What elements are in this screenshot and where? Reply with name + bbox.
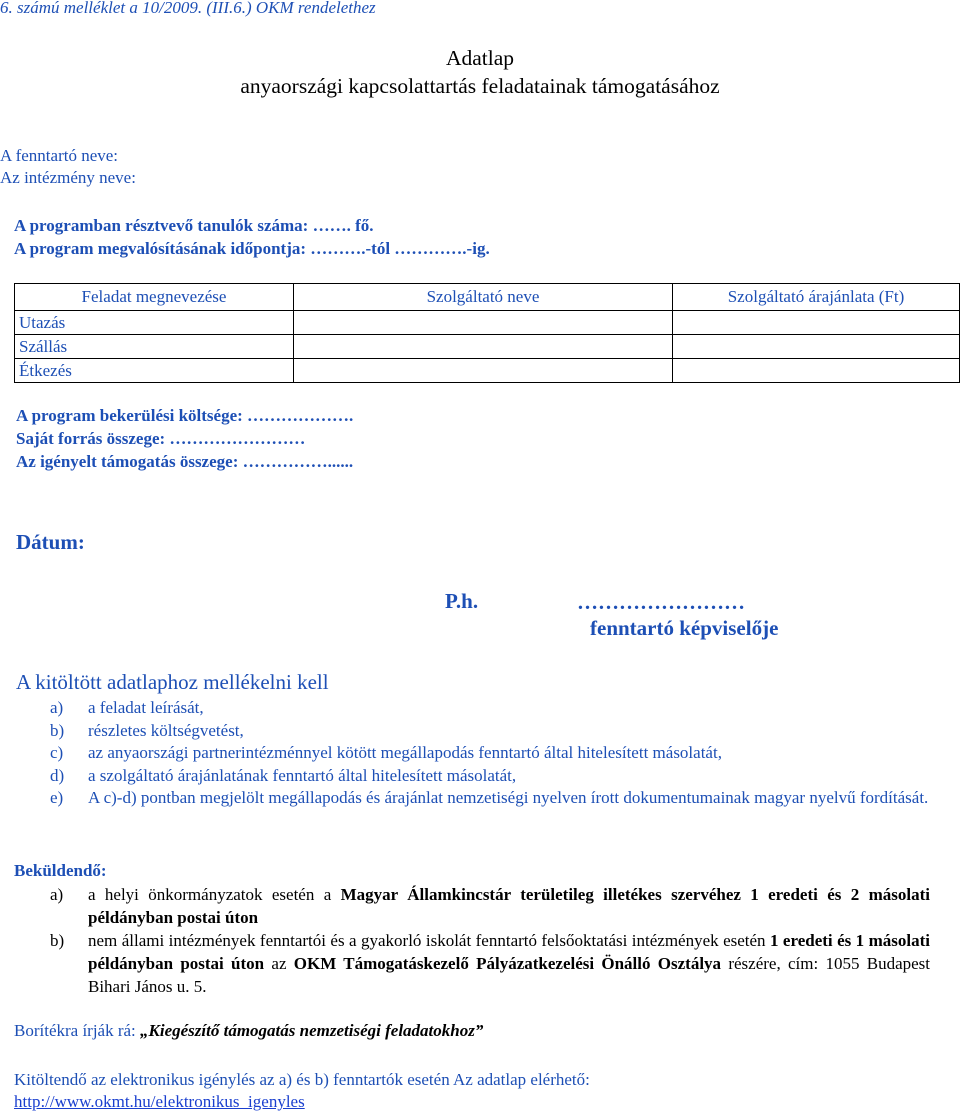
- task-cell: Utazás: [15, 311, 294, 335]
- list-item: [14, 697, 930, 720]
- cost-table-header-row: [15, 284, 960, 311]
- task-cell: Szállás: [15, 335, 294, 359]
- list-marker: b): [50, 720, 65, 740]
- submission-b-text-1: nem állami intézmények fenntartói és a gyakorló iskolát fenntartó felsőoktatási intézmények esetén: [88, 931, 770, 950]
- offer-cell[interactable]: [673, 335, 960, 359]
- list-marker: c): [50, 743, 64, 762]
- envelope-instruction: [14, 1021, 483, 1041]
- list-marker: e): [50, 788, 64, 807]
- provider-cell[interactable]: [294, 311, 673, 335]
- table-row: [15, 311, 960, 335]
- list-item: [14, 765, 930, 788]
- list-marker: d): [50, 765, 65, 785]
- electronic-request-link[interactable]: http://www.okmt.hu/elektronikus_igenyles: [14, 1092, 305, 1111]
- fenntarto-name-label: A fenntartó neve:: [0, 146, 119, 165]
- provider-cell[interactable]: [294, 335, 673, 359]
- cost-table: [14, 283, 960, 383]
- col-header-task: Feladat megnevezése: [15, 284, 294, 311]
- task-cell: Étkezés: [15, 359, 294, 383]
- submission-a-text: a helyi önkormányzatok esetén a: [88, 885, 341, 904]
- table-row: [15, 335, 960, 359]
- list-marker: a): [50, 885, 64, 904]
- col-header-offer: Szolgáltató árajánlata (Ft): [673, 284, 960, 311]
- list-item: [14, 883, 930, 929]
- list-item: [14, 929, 930, 998]
- provider-cell[interactable]: [294, 359, 673, 383]
- submission-list: [14, 883, 930, 998]
- submission-a-bold: Magyar Államkincstár területileg illetékes szervéhez 1 eredeti és 2 másolati példányban postai úton: [88, 885, 930, 927]
- total-cost-line: A program bekerülési költsége: ……………….: [16, 406, 354, 425]
- requested-support-line: Az igényelt támogatás összege: ……………......: [16, 452, 354, 471]
- header-reference: 6. számú melléklet a 10/2009. (III.6.) OKM rendelethez: [0, 0, 376, 17]
- participants-count-line: A programban résztvevő tanulók száma: ……. fő.: [14, 216, 374, 235]
- attachments-list: [14, 697, 930, 810]
- program-date-line: A program megvalósításának időpontja: ……….-tól ………….-ig.: [14, 239, 490, 258]
- offer-cell[interactable]: [673, 359, 960, 383]
- submission-b-text-2: az: [264, 954, 294, 973]
- list-item-text: A c)-d) pontban megjelölt megállapodás és árajánlat nemzetiségi nyelven írott dokumentumainak magyar nyelvű fordítását.: [88, 788, 929, 807]
- envelope-text: „Kiegészítő támogatás nemzetiségi feladatokhoz”: [140, 1021, 484, 1040]
- list-item: [14, 742, 930, 765]
- electronic-request-note: Kitöltendő az elektronikus igénylés az a) és b) fenntartók esetén Az adatlap elérhető:: [14, 1070, 590, 1089]
- submission-b-text-3: részére, cím: 1055 Budapest Bihari János u. 5.: [88, 954, 930, 996]
- stamp-placeholder: P.h.: [445, 589, 479, 613]
- submission-b-bold-1: 1 eredeti és 1 másolati példányban postai úton: [88, 931, 931, 973]
- submission-b-bold-2: OKM Támogatáskezelő Pályázatkezelési Önálló Osztálya: [293, 954, 722, 973]
- intezmeny-name-label: Az intézmény neve:: [0, 168, 136, 187]
- offer-cell[interactable]: [673, 311, 960, 335]
- form-title: Adatlap: [445, 46, 515, 70]
- table-row: [15, 359, 960, 383]
- list-marker: b): [50, 931, 65, 950]
- list-item-text: a szolgáltató árajánlatának fenntartó által hitelesített másolatát,: [88, 765, 517, 785]
- list-item-text: részletes költségvetést,: [88, 720, 244, 740]
- date-label: Dátum:: [16, 530, 85, 554]
- form-subtitle: anyaországi kapcsolattartás feladatainak támogatásához: [240, 74, 720, 98]
- envelope-prefix: Borítékra írják rá:: [14, 1021, 141, 1040]
- list-item: [14, 787, 930, 810]
- col-header-provider: Szolgáltató neve: [294, 284, 673, 311]
- signature-label: fenntartó képviselője: [590, 616, 779, 640]
- attachments-heading: A kitöltött adatlaphoz mellékelni kell: [16, 670, 329, 694]
- list-item-text: az anyaországi partnerintézménnyel kötött megállapodás fenntartó által hitelesített másolatát,: [88, 743, 722, 762]
- signature-line: ……………………: [577, 590, 745, 614]
- list-item-text: a feladat leírását,: [88, 698, 204, 717]
- list-item: [14, 720, 930, 743]
- submission-heading: Beküldendő:: [14, 861, 107, 880]
- list-marker: a): [50, 698, 64, 717]
- own-funds-line: Saját forrás összege: ……………………: [16, 429, 306, 448]
